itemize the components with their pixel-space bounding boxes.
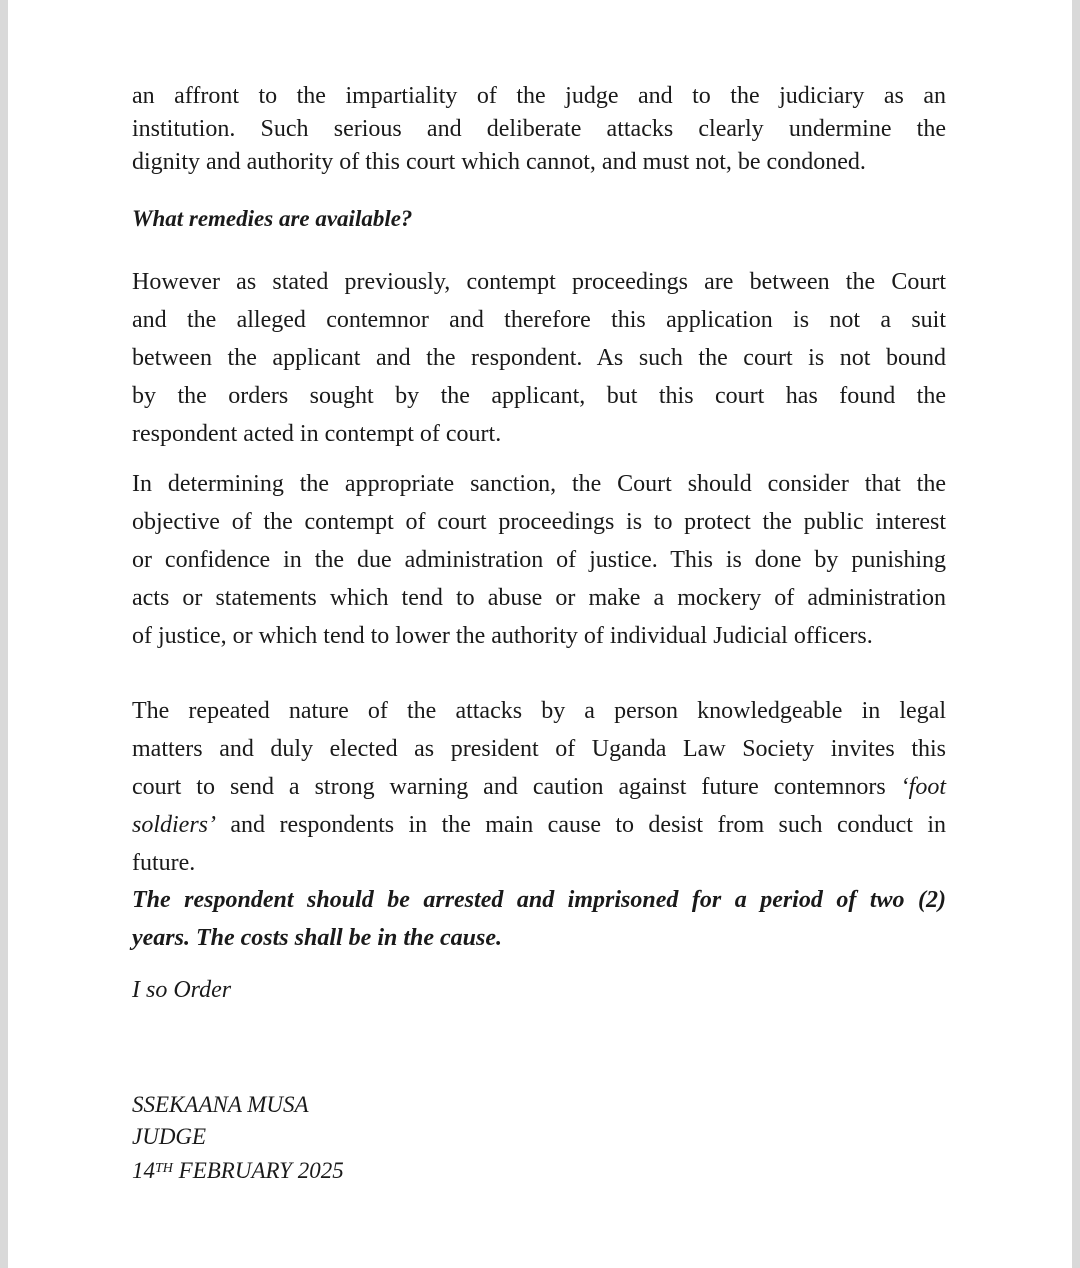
date-day: 14 — [132, 1158, 155, 1183]
text-line — [132, 768, 946, 806]
judge-name: SSEKAANA MUSA — [132, 1092, 309, 1117]
date-suffix: TH — [155, 1161, 173, 1176]
text-line: The respondent should be arrested and imprisoned for a period of two (2) — [132, 887, 946, 913]
text-line: by the orders sought by the applicant, but this court has found the — [132, 383, 946, 409]
text-line: In determining the appropriate sanction, the Court should consider that the — [132, 471, 946, 497]
text-segment: and respondents in the main cause to desist from such conduct in — [216, 812, 946, 838]
text-line: objective of the contempt of court proceedings is to protect the public interest — [132, 509, 946, 535]
paragraph-3 — [132, 465, 946, 655]
text-line: The repeated nature of the attacks by a person knowledgeable in legal — [132, 698, 946, 724]
text-line: between the applicant and the respondent. As such the court is not bound — [132, 345, 946, 371]
judgment-date — [132, 1153, 946, 1187]
italic-segment: soldiers’ — [132, 812, 216, 838]
text-segment: court to send a strong warning and caution against future contemnors — [132, 774, 901, 800]
text-line: or confidence in the due administration of justice. This is done by punishing — [132, 547, 946, 573]
text-line: institution. Such serious and deliberate attacks clearly undermine the — [132, 116, 946, 142]
section-heading: What remedies are available? — [132, 206, 413, 231]
paragraph-1 — [132, 80, 946, 179]
text-line: future. — [132, 850, 196, 876]
text-line — [132, 806, 946, 844]
court-order — [132, 881, 946, 957]
text-line: However as stated previously, contempt proceedings are between the Court — [132, 269, 946, 295]
text-line: of justice, or which tend to lower the authority of individual Judicial officers. — [132, 623, 873, 649]
paragraph-4 — [132, 692, 946, 882]
paragraph-2 — [132, 263, 946, 453]
judge-title: JUDGE — [132, 1124, 207, 1149]
signature-block — [132, 1089, 946, 1187]
text-line: dignity and authority of this court which cannot, and must not, be condoned. — [132, 149, 866, 175]
closing-line: I so Order — [132, 977, 232, 1003]
date-rest: FEBRUARY 2025 — [172, 1158, 344, 1183]
page-edge-left — [0, 0, 8, 1268]
text-line: years. The costs shall be in the cause. — [132, 925, 502, 951]
text-line: matters and duly elected as president of Uganda Law Society invites this — [132, 736, 946, 762]
text-line: and the alleged contemnor and therefore this application is not a suit — [132, 307, 946, 333]
text-line: acts or statements which tend to abuse or make a mockery of administration — [132, 585, 946, 611]
text-line: respondent acted in contempt of court. — [132, 421, 502, 447]
page-edge-right — [1072, 0, 1080, 1268]
italic-segment: ‘foot — [900, 774, 946, 800]
text-line: an affront to the impartiality of the judge and to the judiciary as an — [132, 83, 946, 109]
